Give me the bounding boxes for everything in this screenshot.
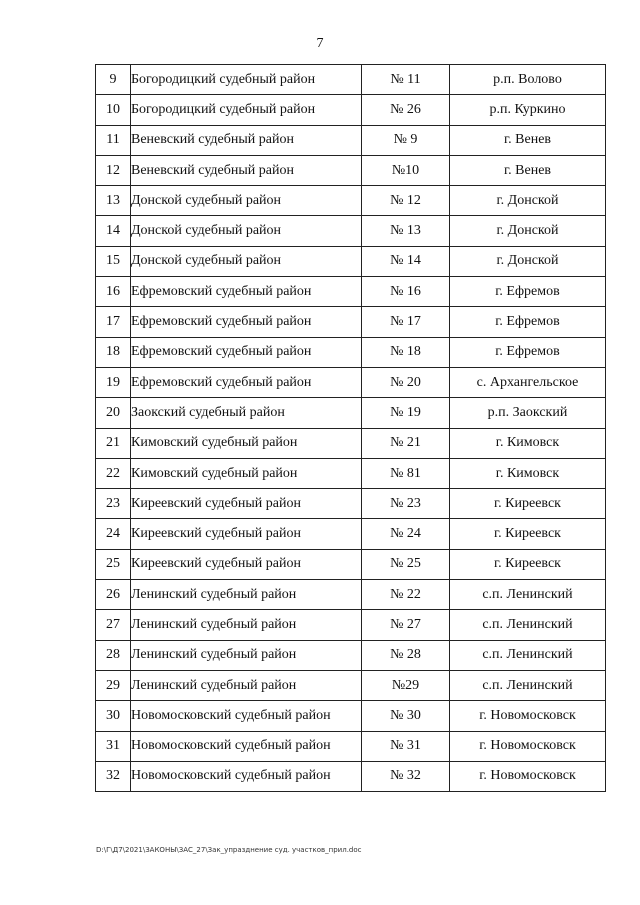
table-row: [96, 125, 606, 155]
district-cell: Богородицкий судебный район: [131, 95, 362, 125]
plot-number-cell: № 21: [362, 428, 450, 458]
row-number-cell: 29: [96, 670, 131, 700]
table-row: [96, 65, 606, 95]
row-number-cell: 16: [96, 277, 131, 307]
table-row: [96, 337, 606, 367]
plot-number-cell: № 28: [362, 640, 450, 670]
town-cell: г. Венев: [450, 125, 606, 155]
table-row: [96, 246, 606, 276]
district-cell: Донской судебный район: [131, 216, 362, 246]
town-cell: г. Венев: [450, 155, 606, 185]
town-cell: г. Кимовск: [450, 428, 606, 458]
judicial-districts-table: [95, 64, 606, 792]
town-cell: р.п. Волово: [450, 65, 606, 95]
row-number-cell: 15: [96, 246, 131, 276]
row-number-cell: 23: [96, 489, 131, 519]
district-cell: Ленинский судебный район: [131, 670, 362, 700]
town-cell: г. Донской: [450, 186, 606, 216]
town-cell: г. Киреевск: [450, 489, 606, 519]
district-cell: Ленинский судебный район: [131, 640, 362, 670]
row-number-cell: 19: [96, 367, 131, 397]
town-cell: с.п. Ленинский: [450, 580, 606, 610]
plot-number-cell: № 9: [362, 125, 450, 155]
row-number-cell: 22: [96, 458, 131, 488]
table-row: [96, 761, 606, 791]
town-cell: г. Кимовск: [450, 458, 606, 488]
town-cell: с. Архангельское: [450, 367, 606, 397]
district-cell: Ефремовский судебный район: [131, 367, 362, 397]
row-number-cell: 26: [96, 580, 131, 610]
district-cell: Донской судебный район: [131, 186, 362, 216]
table-row: [96, 610, 606, 640]
table-row: [96, 640, 606, 670]
table-row: [96, 701, 606, 731]
town-cell: г. Новомосковск: [450, 731, 606, 761]
town-cell: г. Ефремов: [450, 337, 606, 367]
plot-number-cell: № 23: [362, 489, 450, 519]
table-row: [96, 95, 606, 125]
row-number-cell: 12: [96, 155, 131, 185]
town-cell: г. Киреевск: [450, 549, 606, 579]
row-number-cell: 27: [96, 610, 131, 640]
plot-number-cell: № 18: [362, 337, 450, 367]
district-cell: Веневский судебный район: [131, 125, 362, 155]
district-cell: Кимовский судебный район: [131, 458, 362, 488]
plot-number-cell: № 24: [362, 519, 450, 549]
row-number-cell: 10: [96, 95, 131, 125]
row-number-cell: 14: [96, 216, 131, 246]
table-row: [96, 155, 606, 185]
row-number-cell: 32: [96, 761, 131, 791]
table-row: [96, 307, 606, 337]
row-number-cell: 9: [96, 65, 131, 95]
page-number: 7: [316, 36, 324, 51]
district-cell: Ленинский судебный район: [131, 580, 362, 610]
row-number-cell: 18: [96, 337, 131, 367]
plot-number-cell: № 16: [362, 277, 450, 307]
district-cell: Заокский судебный район: [131, 398, 362, 428]
footer-file-path: D:\Г\Д7\2021\ЗАКОНЫ\ЗАС_27\Зак_упразднение суд. участков_прил.doc: [96, 846, 362, 854]
town-cell: г. Новомосковск: [450, 701, 606, 731]
town-cell: с.п. Ленинский: [450, 640, 606, 670]
district-cell: Веневский судебный район: [131, 155, 362, 185]
table-row: [96, 549, 606, 579]
plot-number-cell: №10: [362, 155, 450, 185]
table-row: [96, 277, 606, 307]
district-cell: Ефремовский судебный район: [131, 337, 362, 367]
plot-number-cell: № 31: [362, 731, 450, 761]
district-cell: Киреевский судебный район: [131, 519, 362, 549]
town-cell: г. Донской: [450, 246, 606, 276]
table-row: [96, 367, 606, 397]
plot-number-cell: № 17: [362, 307, 450, 337]
row-number-cell: 28: [96, 640, 131, 670]
town-cell: с.п. Ленинский: [450, 670, 606, 700]
table-row: [96, 398, 606, 428]
row-number-cell: 31: [96, 731, 131, 761]
table-row: [96, 216, 606, 246]
town-cell: р.п. Заокский: [450, 398, 606, 428]
table-row: [96, 670, 606, 700]
plot-number-cell: № 30: [362, 701, 450, 731]
table-row: [96, 731, 606, 761]
plot-number-cell: № 12: [362, 186, 450, 216]
district-cell: Богородицкий судебный район: [131, 65, 362, 95]
district-cell: Ефремовский судебный район: [131, 307, 362, 337]
town-cell: р.п. Куркино: [450, 95, 606, 125]
district-cell: Новомосковский судебный район: [131, 701, 362, 731]
table-row: [96, 458, 606, 488]
plot-number-cell: № 27: [362, 610, 450, 640]
table-row: [96, 489, 606, 519]
table-row: [96, 580, 606, 610]
row-number-cell: 13: [96, 186, 131, 216]
row-number-cell: 21: [96, 428, 131, 458]
town-cell: г. Донской: [450, 216, 606, 246]
plot-number-cell: № 14: [362, 246, 450, 276]
plot-number-cell: № 22: [362, 580, 450, 610]
table-row: [96, 519, 606, 549]
plot-number-cell: №29: [362, 670, 450, 700]
district-cell: Киреевский судебный район: [131, 549, 362, 579]
town-cell: г. Киреевск: [450, 519, 606, 549]
row-number-cell: 17: [96, 307, 131, 337]
district-cell: Новомосковский судебный район: [131, 761, 362, 791]
row-number-cell: 11: [96, 125, 131, 155]
plot-number-cell: № 11: [362, 65, 450, 95]
district-cell: Киреевский судебный район: [131, 489, 362, 519]
town-cell: с.п. Ленинский: [450, 610, 606, 640]
town-cell: г. Новомосковск: [450, 761, 606, 791]
table-row: [96, 186, 606, 216]
district-cell: Новомосковский судебный район: [131, 731, 362, 761]
district-cell: Донской судебный район: [131, 246, 362, 276]
plot-number-cell: № 32: [362, 761, 450, 791]
town-cell: г. Ефремов: [450, 277, 606, 307]
district-cell: Ефремовский судебный район: [131, 277, 362, 307]
row-number-cell: 24: [96, 519, 131, 549]
town-cell: г. Ефремов: [450, 307, 606, 337]
table-body: [96, 65, 606, 792]
plot-number-cell: № 81: [362, 458, 450, 488]
plot-number-cell: № 19: [362, 398, 450, 428]
plot-number-cell: № 26: [362, 95, 450, 125]
row-number-cell: 25: [96, 549, 131, 579]
plot-number-cell: № 25: [362, 549, 450, 579]
row-number-cell: 20: [96, 398, 131, 428]
district-cell: Ленинский судебный район: [131, 610, 362, 640]
plot-number-cell: № 13: [362, 216, 450, 246]
plot-number-cell: № 20: [362, 367, 450, 397]
row-number-cell: 30: [96, 701, 131, 731]
table-row: [96, 428, 606, 458]
district-cell: Кимовский судебный район: [131, 428, 362, 458]
